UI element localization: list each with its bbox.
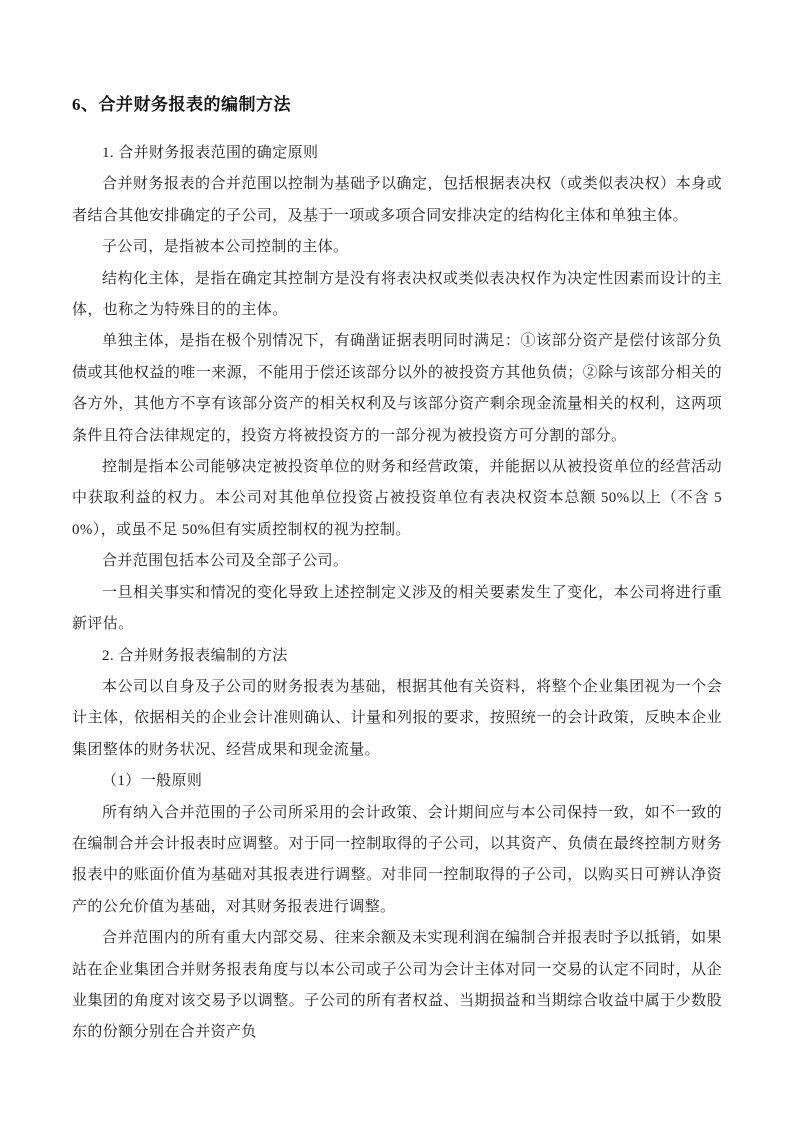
paragraph: 一旦相关事实和情况的变化导致上述控制定义涉及的相关要素发生了变化，本公司将进行重新评估。 [72,584,722,633]
paragraph: 合并范围内的所有重大内部交易、往来余额及未实现利润在编制合并报表时予以抵销，如果站在企业集团合并财务报表角度与以本公司或子公司为会计主体对同一交易的认定不同时，从企业集团的角度对该交易予以调整。子公司的所有者权益、当期损益和当期综合收益中属于少数股东的份额分别在合并资产负 [72,930,722,1041]
subsection-heading-general-principles: （1）一般原则 [102,773,203,790]
paragraph: 合并财务报表的合并范围以控制为基础予以确定，包括根据表决权（或类似表决权）本身或者结合其他安排确定的子公司，及基于一项或多项合同安排决定的结构化主体和单独主体。 [72,176,722,224]
section-heading: 6、合并财务报表的编制方法 [72,95,291,114]
paragraph: 子公司，是指被本公司控制的主体。 [102,239,349,256]
subsection-heading-2: 2. 合并财务报表编制的方法 [102,647,288,664]
paragraph: 本公司以自身及子公司的财务报表为基础，根据其他有关资料，将整个企业集团视为一个会计主体，依据相关的企业会计准则确认、计量和列报的要求，按照统一的会计政策，反映本企业集团整体的财务状况、经营成果和现金流量。 [72,678,722,758]
paragraph: 控制是指本公司能够决定被投资单位的财务和经营政策，并能据以从被投资单位的经营活动中获取利益的权力。本公司对其他单位投资占被投资单位有表决权资本总额 50%以上（不含 50%），或虽不足 50%但有实质控制权的视为控制。 [72,459,722,538]
paragraph: 合并范围包括本公司及全部子公司。 [102,553,349,570]
subsection-heading-1: 1. 合并财务报表范围的确定原则 [102,145,319,161]
paragraph: 所有纳入合并范围的子公司所采用的会计政策、会计期间应与本公司保持一致，如不一致的在编制合并会计报表时应调整。对于同一控制取得的子公司，以其资产、负债在最终控制方财务报表中的账面价值为基础对其报表进行调整。对非同一控制取得的子公司，以购买日可辨认净资产的公允价值为基础，对其财务报表进行调整。 [72,804,722,915]
paragraph: 结构化主体，是指在确定其控制方是没有将表决权或类似表决权作为决定性因素而设计的主体，也称之为特殊目的的主体。 [72,270,722,319]
paragraph: 单独主体，是指在极个别情况下，有确凿证据表明同时满足：①该部分资产是偿付该部分负债或其他权益的唯一来源，不能用于偿还该部分以外的被投资方其他负债；②除与该部分相关的各方外，其他方不享有该部分资产的相关权利及与该部分资产剩余现金流量相关的权利，这两项条件且符合法律规定的，投资方将被投资方的一部分视为被投资方可分割的部分。 [72,333,722,444]
